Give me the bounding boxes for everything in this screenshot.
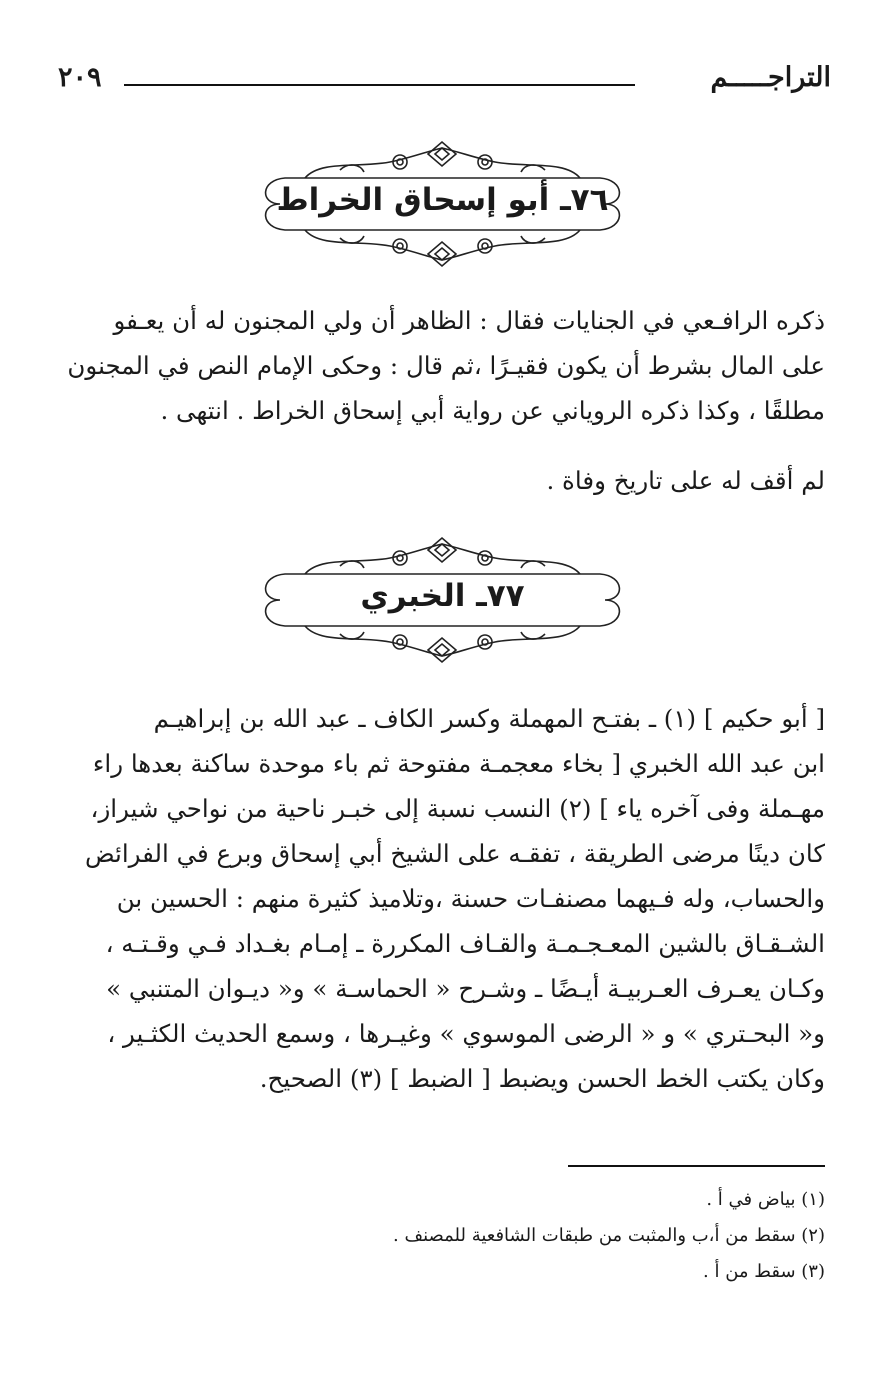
text-line: والحساب، وله فـيهما مصنفـات حسنة ،وتلاميذ كثيرة منهم : الحسين بن [116,884,825,913]
footnote: (٢) سقط من أ،ب والمثبت من طبقات الشافعية للمصنف . [393,1225,825,1246]
text-line: ذكره الرافـعي في الجنايات فقال : الظاهر أن ولي المجنون له أن يعـفو [113,306,825,335]
text-line: و« البحـتري » و « الرضى الموسوي » وغيـرها ، وسمع الحديث الكثـير ، [107,1019,825,1048]
text-line: مطلقًا ، وكذا ذكره الروياني عن رواية أبي إسحاق الخراط . انتهى . [160,396,825,425]
entry-title: ٧٧ـ الخبري [360,578,525,614]
footnote-separator [568,1165,825,1167]
text-line: لم أقف له على تاريخ وفاة . [546,466,825,495]
text-line: وكان يكتب الخط الحسن ويضبط [ الضبط ] (٣) الصحيح. [259,1064,825,1093]
running-header [58,62,831,102]
text-line: مهـملة وفى آخره ياء ] (٢) النسب نسبة إلى خبـر ناحية من نواحي شيراز، [90,794,825,823]
page-number: ٢٠٩ [58,62,102,93]
footnote: (٣) سقط من أ . [703,1261,825,1282]
text-line: وكـان يعـرف العـربيـة أيـضًا ـ وشـرح « الحماسـة » و« ديـوان المتنبي » [106,974,825,1003]
entry-title: ٧٦ـ أبو إسحاق الخراط [276,182,609,218]
entry-title-frame [250,140,635,268]
text-line: على المال بشرط أن يكون فقيـرًا ،ثم قال : وحكى الإمام النص في المجنون [67,351,825,380]
footnotes [300,1182,825,1290]
entry-title-frame [250,536,635,664]
text-line: ابن عبد الله الخبري [ بخاء معجمـة مفتوحة ثم باء موحدة ساكنة بعدها راء [92,749,825,778]
entry-paragraph [60,298,825,433]
header-rule [124,84,635,86]
text-line: الشـقـاق بالشين المعـجـمـة والقـاف المكررة ـ إمـام بغـداد فـي وقـتـه ، [105,929,825,958]
footnote: (١) بياض في أ . [706,1189,825,1210]
text-line: كان دينًا مرضى الطريقة ، تفقـه على الشيخ أبي إسحاق وبرع في الفرائض [85,839,825,868]
section-title: التراجـــــم [710,62,831,93]
entry-paragraph [60,458,825,503]
text-line: [ أبو حكيم ] (١) ـ بفتـح المهملة وكسر الكاف ـ عبد الله بن إبراهيـم [153,704,825,733]
entry-paragraph [60,696,825,1101]
